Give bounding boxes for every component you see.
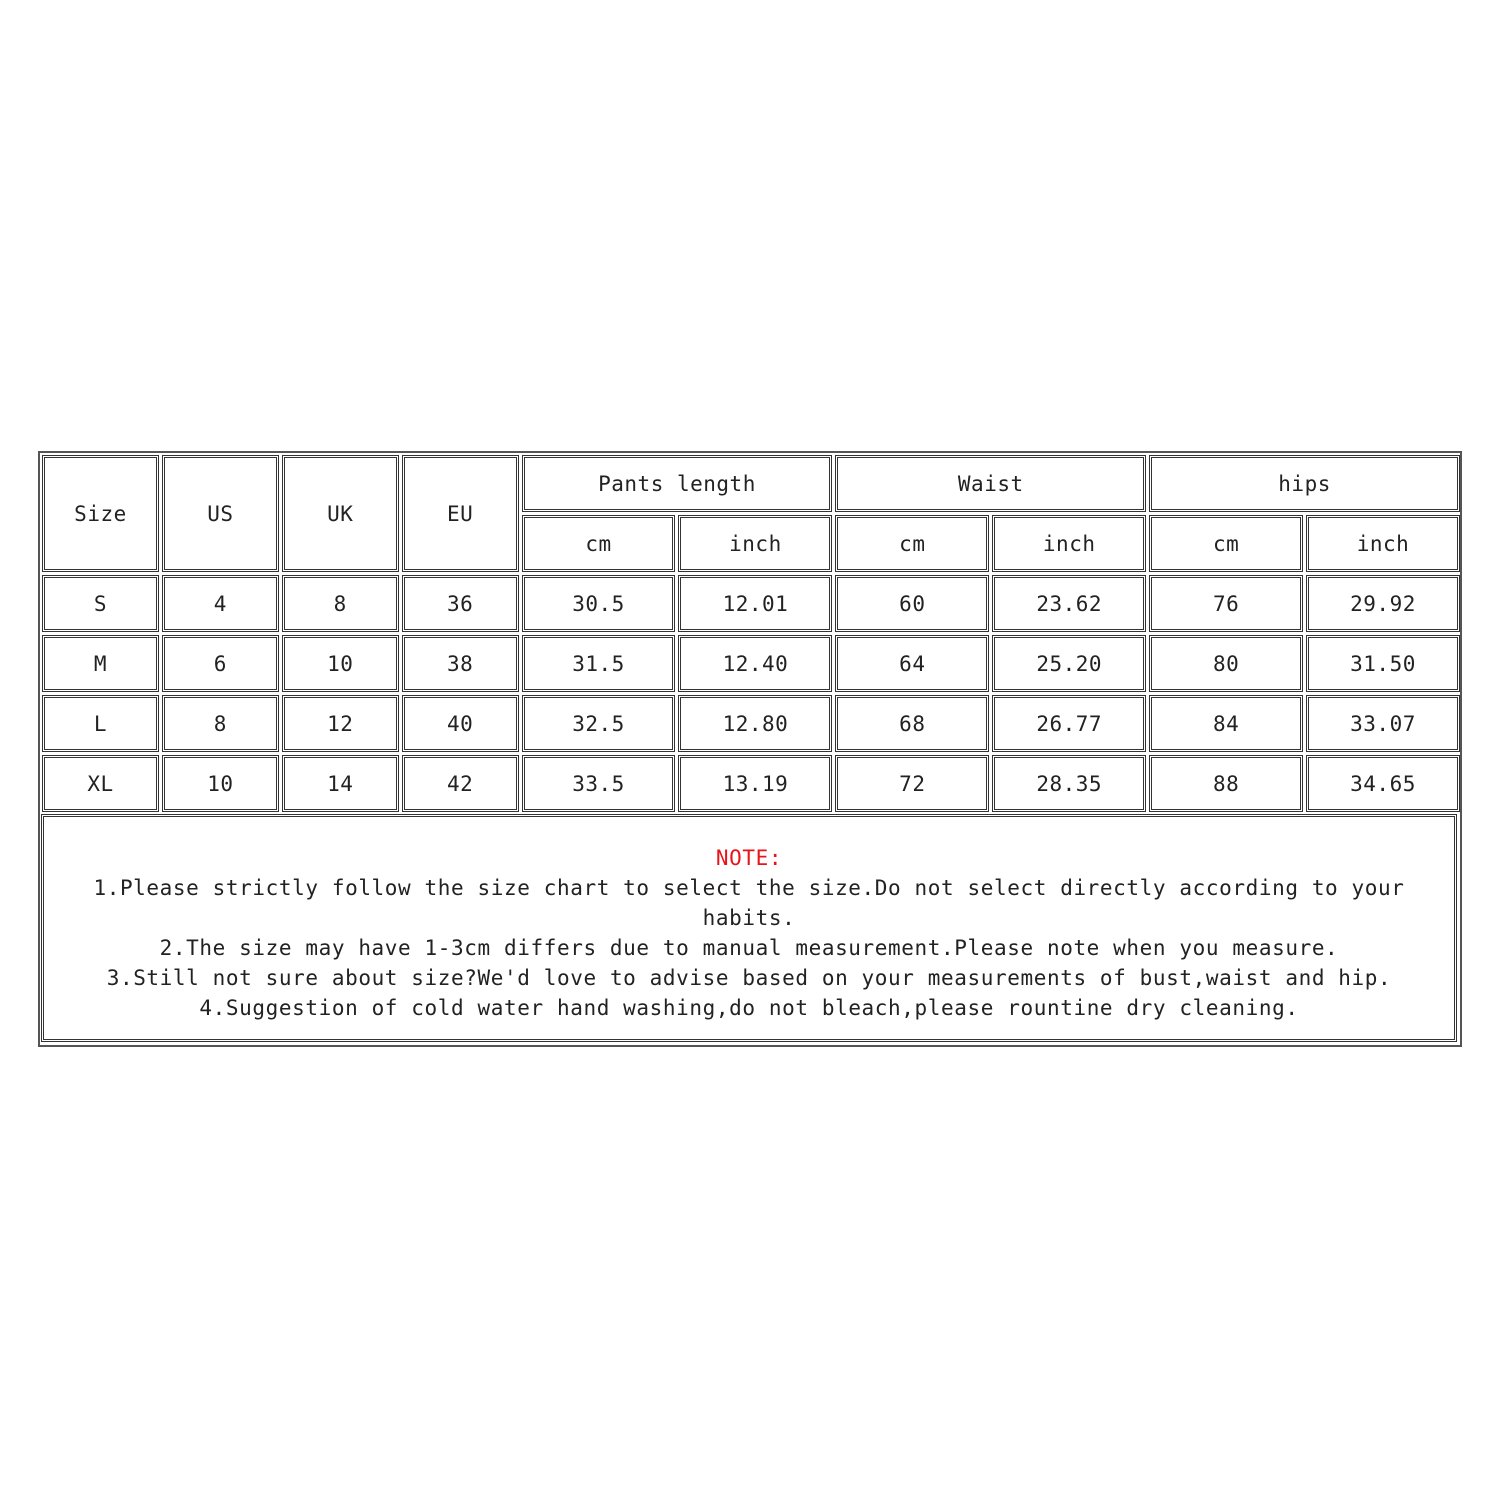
unit-header: inch xyxy=(1306,515,1460,572)
table-row xyxy=(42,695,1460,752)
us-cell: 10 xyxy=(162,755,279,812)
size-table xyxy=(39,452,1463,815)
pants-length-inch-cell: 13.19 xyxy=(678,755,832,812)
pants-length-cm-cell: 32.5 xyxy=(522,695,676,752)
note-line: 4.Suggestion of cold water hand washing,do not bleach,please rountine dry cleaning. xyxy=(199,996,1299,1020)
waist-inch-cell: 25.20 xyxy=(992,635,1146,692)
unit-header: cm xyxy=(835,515,989,572)
waist-inch-cell: 28.35 xyxy=(992,755,1146,812)
waist-inch-cell: 23.62 xyxy=(992,575,1146,632)
us-cell: 4 xyxy=(162,575,279,632)
size-cell: XL xyxy=(42,755,159,812)
header-uk: UK xyxy=(282,455,399,572)
hips-inch-cell: 34.65 xyxy=(1306,755,1460,812)
unit-header: inch xyxy=(678,515,832,572)
unit-header: cm xyxy=(1149,515,1303,572)
note-title: NOTE: xyxy=(715,846,783,870)
table-row xyxy=(42,635,1460,692)
eu-cell: 36 xyxy=(402,575,519,632)
hips-inch-cell: 29.92 xyxy=(1306,575,1460,632)
size-cell: S xyxy=(42,575,159,632)
hips-inch-cell: 33.07 xyxy=(1306,695,1460,752)
header-eu: EU xyxy=(402,455,519,572)
size-cell: L xyxy=(42,695,159,752)
pants-length-cm-cell: 31.5 xyxy=(522,635,676,692)
pants-length-inch-cell: 12.80 xyxy=(678,695,832,752)
uk-cell: 12 xyxy=(282,695,399,752)
eu-cell: 40 xyxy=(402,695,519,752)
waist-cm-cell: 72 xyxy=(835,755,989,812)
note-line: 1.Please strictly follow the size chart to select the size.Do not select directly according to your habits. xyxy=(93,876,1405,930)
waist-inch-cell: 26.77 xyxy=(992,695,1146,752)
hips-cm-cell: 76 xyxy=(1149,575,1303,632)
header-us: US xyxy=(162,455,279,572)
unit-header: cm xyxy=(522,515,676,572)
hips-cm-cell: 84 xyxy=(1149,695,1303,752)
pants-length-cm-cell: 30.5 xyxy=(522,575,676,632)
us-cell: 8 xyxy=(162,695,279,752)
eu-cell: 38 xyxy=(402,635,519,692)
hips-inch-cell: 31.50 xyxy=(1306,635,1460,692)
hips-cm-cell: 80 xyxy=(1149,635,1303,692)
unit-header: inch xyxy=(992,515,1146,572)
us-cell: 6 xyxy=(162,635,279,692)
pants-length-inch-cell: 12.01 xyxy=(678,575,832,632)
header-size: Size xyxy=(42,455,159,572)
pants-length-cm-cell: 33.5 xyxy=(522,755,676,812)
header-hips: hips xyxy=(1149,455,1460,512)
hips-cm-cell: 88 xyxy=(1149,755,1303,812)
pants-length-inch-cell: 12.40 xyxy=(678,635,832,692)
note-box xyxy=(41,814,1457,1042)
size-chart xyxy=(38,451,1462,1047)
waist-cm-cell: 64 xyxy=(835,635,989,692)
size-cell: M xyxy=(42,635,159,692)
header-pants-length: Pants length xyxy=(522,455,833,512)
header-row-groups xyxy=(42,455,1460,512)
uk-cell: 8 xyxy=(282,575,399,632)
table-row xyxy=(42,755,1460,812)
uk-cell: 10 xyxy=(282,635,399,692)
table-row xyxy=(42,575,1460,632)
header-waist: Waist xyxy=(835,455,1146,512)
eu-cell: 42 xyxy=(402,755,519,812)
note-line: 2.The size may have 1-3cm differs due to manual measurement.Please note when you measure. xyxy=(159,936,1339,960)
note-line: 3.Still not sure about size?We'd love to advise based on your measurements of bust,waist and hip. xyxy=(106,966,1392,990)
uk-cell: 14 xyxy=(282,755,399,812)
waist-cm-cell: 68 xyxy=(835,695,989,752)
waist-cm-cell: 60 xyxy=(835,575,989,632)
